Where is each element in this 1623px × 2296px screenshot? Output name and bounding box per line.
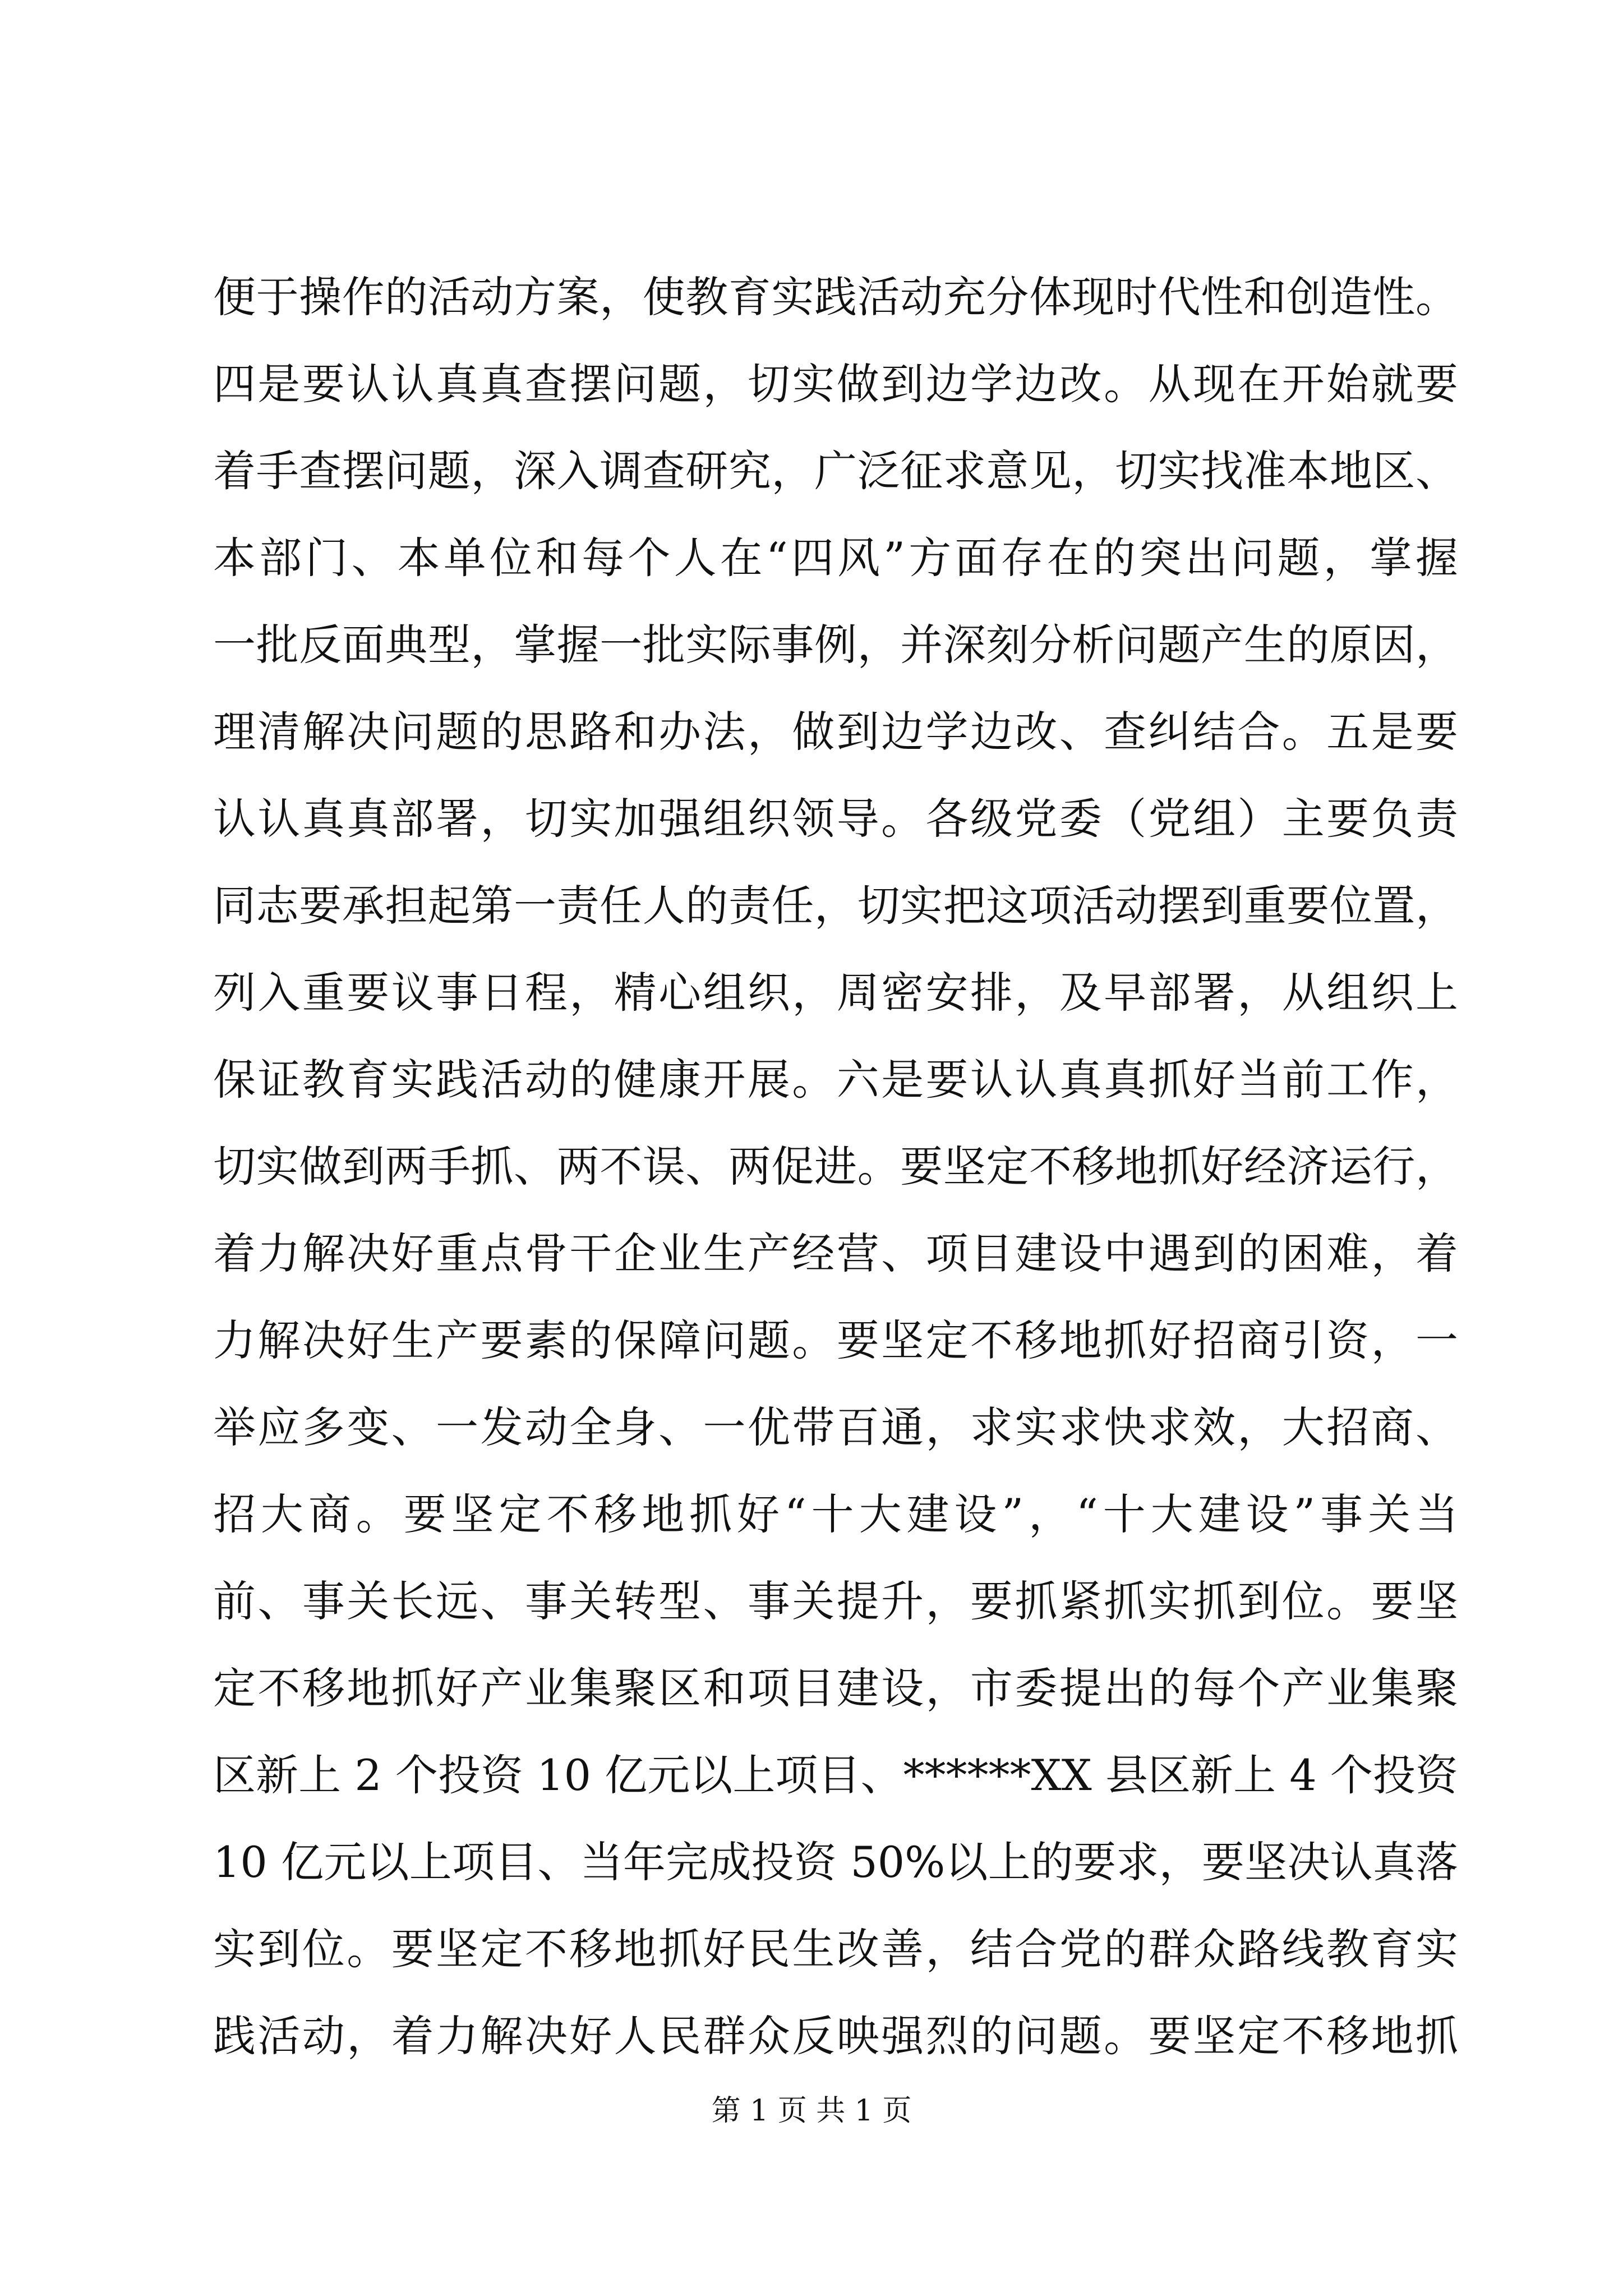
page-number-footer: 第 1 页 共 1 页 <box>711 2094 912 2128</box>
text-line: 着力解决好重点骨干企业生产经营、项目建设中遇到的困难，着 <box>213 1228 1458 1278</box>
text-line: 四是要认认真真查摆问题，切实做到边学边改。从现在开始就要 <box>213 359 1458 409</box>
text-line: 便于操作的活动方案，使教育实践活动充分体现时代性和创造性。 <box>213 272 1458 322</box>
text-line: 10 亿元以上项目、当年完成投资 50%以上的要求，要坚决认真落 <box>213 1837 1458 1887</box>
text-line: 区新上 2 个投资 10 亿元以上项目、******XX 县区新上 4 个投资 <box>213 1750 1458 1800</box>
text-line: 切实做到两手抓、两不误、两促进。要坚定不移地抓好经济运行， <box>213 1142 1458 1191</box>
text-line: 保证教育实践活动的健康开展。六是要认认真真抓好当前工作， <box>213 1055 1458 1105</box>
text-line: 着手查摆问题，深入调查研究，广泛征求意见，切实找准本地区、 <box>213 446 1458 496</box>
text-line: 一批反面典型，掌握一批实际事例，并深刻分析问题产生的原因， <box>213 620 1458 670</box>
text-line: 本部门、本单位和每个人在“四风”方面存在的突出问题，掌握 <box>213 533 1458 583</box>
text-line: 认认真真部署，切实加强组织领导。各级党委（党组）主要负责 <box>213 794 1458 844</box>
text-line: 前、事关长远、事关转型、事关提升，要抓紧抓实抓到位。要坚 <box>213 1576 1458 1626</box>
text-line: 举应多变、一发动全身、一优带百通，求实求快求效，大招商、 <box>213 1402 1458 1452</box>
body-text <box>213 254 1458 2079</box>
text-line: 定不移地抓好产业集聚区和项目建设，市委提出的每个产业集聚 <box>213 1663 1458 1713</box>
text-line: 实到位。要坚定不移地抓好民生改善，结合党的群众路线教育实 <box>213 1924 1458 1974</box>
text-line: 践活动，着力解决好人民群众反映强烈的问题。要坚定不移地抓 <box>213 2011 1458 2061</box>
text-line: 力解决好生产要素的保障问题。要坚定不移地抓好招商引资，一 <box>213 1315 1458 1365</box>
text-line: 列入重要议事日程，精心组织，周密安排，及早部署，从组织上 <box>213 968 1458 1018</box>
text-line: 理清解决问题的思路和办法，做到边学边改、查纠结合。五是要 <box>213 707 1458 757</box>
text-line: 同志要承担起第一责任人的责任，切实把这项活动摆到重要位置， <box>213 881 1458 931</box>
text-line: 招大商。要坚定不移地抓好“十大建设”，“十大建设”事关当 <box>213 1489 1458 1539</box>
